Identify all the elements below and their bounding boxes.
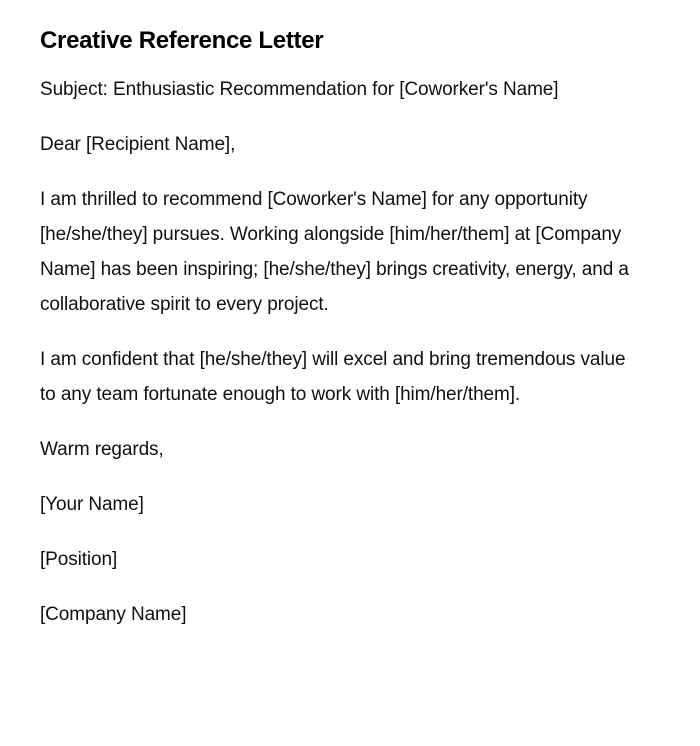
body-paragraph-1: I am thrilled to recommend [Coworker's Name] for any opportunity [he/she/they] pursues. Working alongside [him/her/them] at [Company Name] has been inspiring; [he/she/they] brings creativity, energy, and a collaborative spirit to every project.	[40, 189, 629, 315]
subject-line: Subject: Enthusiastic Recommendation for [Coworker's Name]	[40, 79, 559, 100]
signature-company: [Company Name]	[40, 604, 187, 625]
body-paragraph-2: I am confident that [he/she/they] will excel and bring tremendous value to any team fortunate enough to work with [him/her/them].	[40, 349, 626, 405]
signature-name: [Your Name]	[40, 494, 144, 515]
signature-position: [Position]	[40, 549, 118, 570]
closing: Warm regards,	[40, 439, 164, 460]
document-title: Creative Reference Letter	[40, 27, 324, 54]
salutation: Dear [Recipient Name],	[40, 134, 236, 155]
